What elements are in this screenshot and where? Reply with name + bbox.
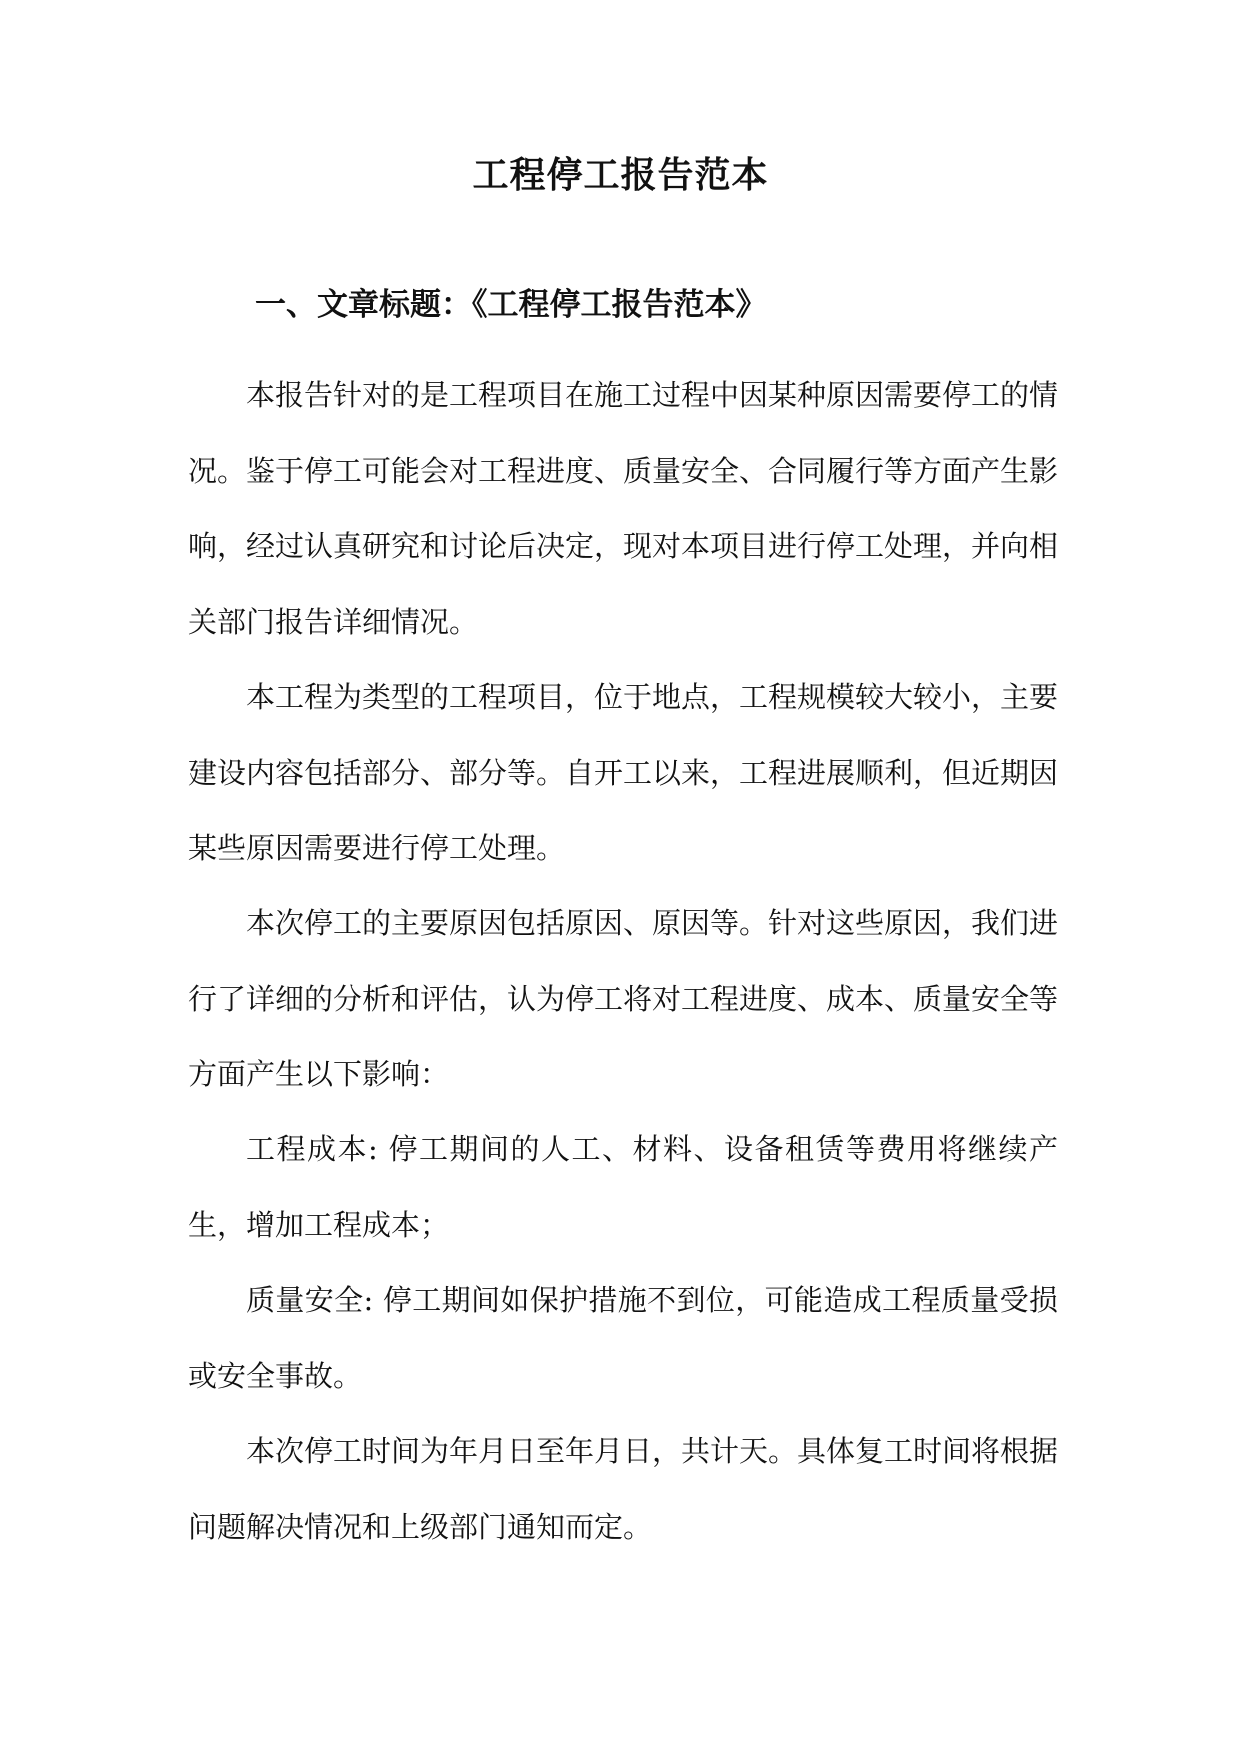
section-heading: 一、文章标题：《工程停工报告范本》 (255, 287, 767, 323)
paragraph-project-overview: 本工程为类型的工程项目，位于地点，工程规模较大较小，主要建设内容包括部分、部分等。自开工以来，工程进展顺利，但近期因某些原因需要进行停工处理。 (188, 680, 1059, 865)
paragraph-cost-impact: 工程成本: 停工期间的人工、材料、设备租赁等费用将继续产生，增加工程成本； (188, 1132, 1058, 1242)
paragraph-purpose: 本报告针对的是工程项目在施工过程中因某种原因需要停工的情况。鉴于停工可能会对工程进度、质量安全、合同履行等方面产生影响，经过认真研究和讨论后决定，现对本项目进行停工处理，并向相关部门报告详细情况。 (188, 378, 1059, 639)
document-title: 工程停工报告范本 (472, 154, 769, 196)
paragraph-quality-safety: 质量安全: 停工期间如保护措施不到位，可能造成工程质量受损或安全事故。 (188, 1283, 1058, 1393)
paragraph-stop-period: 本次停工时间为年月日至年月日，共计天。具体复工时间将根据问题解决情况和上级部门通知而定。 (188, 1434, 1059, 1544)
paragraph-stop-reasons: 本次停工的主要原因包括原因、原因等。针对这些原因，我们进行了详细的分析和评估，认为停工将对工程进度、成本、质量安全等方面产生以下影响： (188, 906, 1059, 1091)
